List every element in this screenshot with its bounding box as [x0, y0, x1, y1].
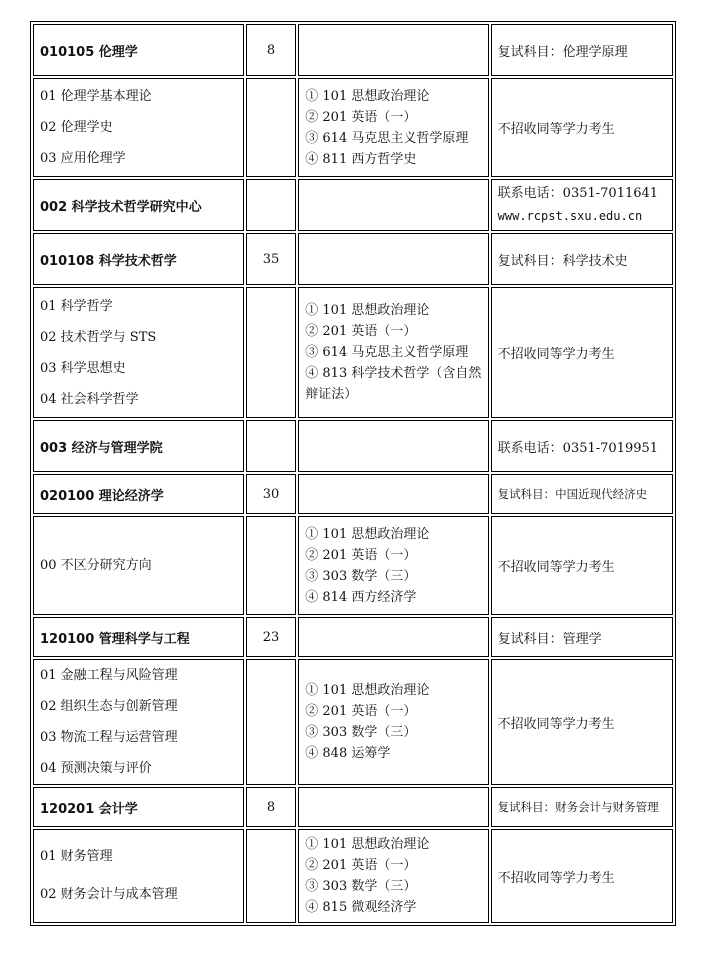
- empty-cell: [298, 179, 488, 231]
- major-code-name: 120100 管理科学与工程: [33, 617, 244, 657]
- direction-item: 02 财务会计与成本管理: [40, 887, 178, 902]
- direction-item: 03 应用伦理学: [40, 151, 126, 166]
- department-contact: [491, 179, 673, 231]
- research-directions: [33, 287, 244, 418]
- table-row-department: [33, 420, 673, 472]
- major-code-name: 010108 科学技术哲学: [33, 233, 244, 285]
- admission-note: 不招收同等学力考生: [491, 287, 673, 418]
- subject-item: ④ 814 西方经济学: [305, 589, 417, 605]
- subject-item: ② 201 英语（一）: [305, 547, 417, 563]
- empty-cell: [246, 179, 297, 231]
- subject-item: ③ 614 马克思主义哲学原理: [305, 345, 469, 360]
- department-website: www.rcpst.sxu.edu.cn: [497, 209, 643, 223]
- table-row-detail: [33, 829, 673, 923]
- enrollment-quota: 30: [246, 474, 297, 514]
- exam-subjects: [298, 516, 488, 615]
- direction-item: 04 预测决策与评价: [40, 761, 152, 776]
- contact-phone: 联系电话：0351-7019951: [491, 420, 673, 472]
- research-directions: [33, 659, 244, 785]
- table-row-major: [33, 474, 673, 514]
- admission-note: 不招收同等学力考生: [491, 829, 673, 923]
- admission-note: 不招收同等学力考生: [491, 516, 673, 615]
- empty-cell: [246, 659, 297, 785]
- subject-item: ① 101 思想政治理论: [305, 683, 430, 698]
- subject-item: ① 101 思想政治理论: [305, 303, 430, 318]
- retest-subject: 复试科目：伦理学原理: [491, 24, 673, 76]
- empty-cell: [298, 787, 488, 827]
- direction-item: 01 伦理学基本理论: [40, 89, 152, 104]
- empty-cell: [246, 287, 297, 418]
- direction-item: 03 物流工程与运营管理: [40, 730, 178, 745]
- enrollment-quota: 23: [246, 617, 297, 657]
- department-code-name: 002 科学技术哲学研究中心: [33, 179, 244, 231]
- empty-cell: [246, 829, 297, 923]
- research-directions: [33, 516, 244, 615]
- subject-item: ③ 303 数学（三）: [305, 879, 417, 894]
- empty-cell: [298, 233, 488, 285]
- subject-item: ① 101 思想政治理论: [305, 526, 430, 542]
- table-row-department: [33, 179, 673, 231]
- subject-item: ② 201 英语（一）: [305, 324, 417, 339]
- direction-item: 01 金融工程与风险管理: [40, 668, 178, 683]
- table-row-detail: [33, 516, 673, 615]
- direction-item: 00 不区分研究方向: [40, 558, 152, 573]
- empty-cell: [298, 617, 488, 657]
- subject-item: ① 101 思想政治理论: [305, 88, 430, 104]
- exam-subjects: [298, 287, 488, 418]
- empty-cell: [298, 420, 488, 472]
- empty-cell: [246, 516, 297, 615]
- retest-subject: 复试科目：中国近现代经济史: [491, 474, 673, 514]
- exam-subjects: [298, 829, 488, 923]
- direction-item: 02 伦理学史: [40, 120, 113, 135]
- direction-item: 01 科学哲学: [40, 298, 113, 314]
- empty-cell: [246, 420, 297, 472]
- subject-item: ④ 811 西方哲学史: [305, 151, 417, 167]
- direction-item: 02 组织生态与创新管理: [40, 699, 178, 714]
- table-row-major: [33, 617, 673, 657]
- empty-cell: [246, 78, 297, 177]
- enrollment-quota: 8: [246, 24, 297, 76]
- enrollment-quota: 35: [246, 233, 297, 285]
- admission-note: 不招收同等学力考生: [491, 659, 673, 785]
- subject-item: ④ 813 科学技术哲学（含自然辩证法）: [305, 366, 482, 402]
- retest-subject: 复试科目：财务会计与财务管理: [491, 787, 673, 827]
- direction-item: 02 技术哲学与 STS: [40, 329, 157, 345]
- subject-item: ④ 815 微观经济学: [305, 900, 417, 915]
- contact-phone: 联系电话：0351-7011641: [497, 186, 659, 201]
- admission-note: 不招收同等学力考生: [491, 78, 673, 177]
- subject-item: ③ 614 马克思主义哲学原理: [305, 130, 469, 146]
- direction-item: 01 财务管理: [40, 849, 113, 864]
- enrollment-quota: 8: [246, 787, 297, 827]
- subject-item: ② 201 英语（一）: [305, 704, 417, 719]
- table-row-detail: [33, 287, 673, 418]
- table-row-major: [33, 233, 673, 285]
- major-code-name: 010105 伦理学: [33, 24, 244, 76]
- admissions-table: [30, 21, 676, 926]
- subject-item: ③ 303 数学（三）: [305, 725, 417, 740]
- empty-cell: [298, 24, 488, 76]
- empty-cell: [298, 474, 488, 514]
- subject-item: ② 201 英语（一）: [305, 109, 417, 125]
- subject-item: ② 201 英语（一）: [305, 858, 417, 873]
- research-directions: [33, 78, 244, 177]
- research-directions: [33, 829, 244, 923]
- table-row-detail: [33, 659, 673, 785]
- table-row-major: [33, 24, 673, 76]
- retest-subject: 复试科目：科学技术史: [491, 233, 673, 285]
- exam-subjects: [298, 659, 488, 785]
- table-row-detail: [33, 78, 673, 177]
- direction-item: 04 社会科学哲学: [40, 391, 139, 407]
- direction-item: 03 科学思想史: [40, 360, 126, 376]
- exam-subjects: [298, 78, 488, 177]
- retest-subject: 复试科目：管理学: [491, 617, 673, 657]
- major-code-name: 120201 会计学: [33, 787, 244, 827]
- subject-item: ① 101 思想政治理论: [305, 837, 430, 852]
- table-row-major: [33, 787, 673, 827]
- department-code-name: 003 经济与管理学院: [33, 420, 244, 472]
- subject-item: ④ 848 运筹学: [305, 746, 391, 761]
- subject-item: ③ 303 数学（三）: [305, 568, 417, 584]
- major-code-name: 020100 理论经济学: [33, 474, 244, 514]
